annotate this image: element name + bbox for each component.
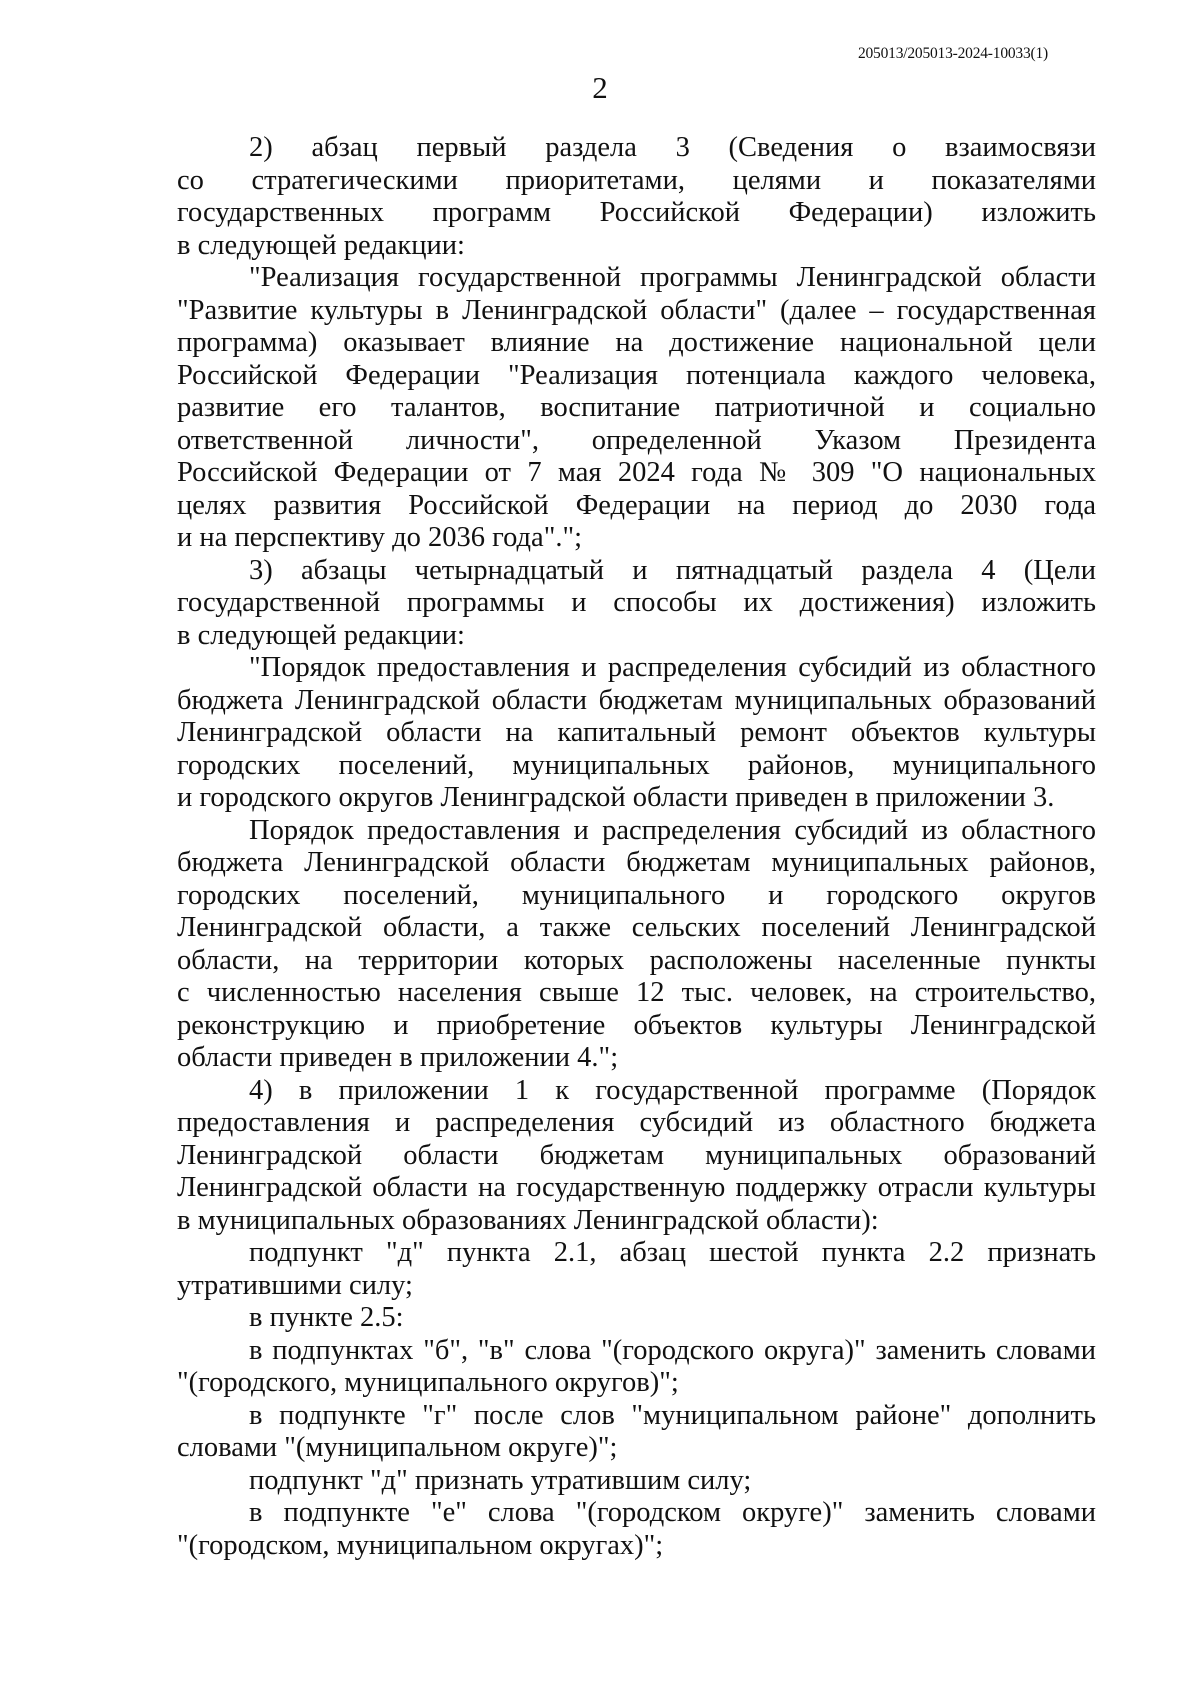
text-line: программа) оказывает влияние на достижение национальной цели [177,327,1096,358]
text-line: утратившими силу; [177,1269,413,1301]
text-line: и на перспективу до 2036 года"."; [177,522,583,553]
text-line: бюджета Ленинградской области бюджетам муниципальных образований [177,684,1096,716]
text-line: государственной программы и способы их достижения) изложить [177,587,1096,618]
text-line: предоставления и распределения субсидий из областного бюджета [177,1107,1096,1138]
page-number: 2 [592,70,608,105]
text-line: бюджета Ленинградской области бюджетам муниципальных районов, [177,847,1096,878]
text-line: 2) абзац первый раздела 3 (Сведения о взаимосвязи [249,132,1096,163]
text-line: государственных программ Российской Федерации) изложить [177,197,1096,228]
text-line: Российской Федерации от 7 мая 2024 года № 309 "О национальных [177,457,1096,488]
text-line: в следующей редакции: [177,619,465,651]
text-line: Порядок предоставления и распределения субсидий из областного [249,814,1096,846]
text-line: в подпунктах "б", "в" слова "(городского округа)" заменить словами [249,1334,1096,1366]
text-line: городских поселений, муниципального и городского округов [177,879,1096,911]
text-line: "(городского, муниципального округов)"; [177,1367,679,1398]
text-line: Российской Федерации "Реализация потенциала каждого человека, [177,359,1096,391]
document-body [177,132,1096,1562]
text-line: с численностью населения свыше 12 тыс. человек, на строительство, [177,977,1096,1008]
text-line: "Реализация государственной программы Ленинградской области [249,262,1096,293]
document-id: 205013/205013-2024-10033(1) [857,45,1048,62]
text-line: в подпункте "е" слова "(городском округе)" заменить словами [249,1497,1096,1528]
text-line: области приведен в приложении 4."; [177,1042,619,1073]
text-line: Ленинградской области на капитальный ремонт объектов культуры [177,717,1096,748]
text-line: 4) в приложении 1 к государственной программе (Порядок [249,1074,1096,1106]
text-line: "Порядок предоставления и распределения субсидий из областного [249,652,1096,683]
text-line: целях развития Российской Федерации на период до 2030 года [177,489,1096,521]
text-line: Ленинградской области, а также сельских поселений Ленинградской [177,912,1096,943]
text-line: реконструкцию и приобретение объектов культуры Ленинградской [177,1009,1096,1041]
text-line: подпункт "д" признать утратившим силу; [249,1464,752,1496]
text-line: "Развитие культуры в Ленинградской области" (далее – государственная [177,294,1096,326]
text-line: подпункт "д" пункта 2.1, абзац шестой пункта 2.2 признать [249,1237,1096,1268]
text-line: городских поселений, муниципальных районов, муниципального [177,749,1096,781]
text-line: словами "(муниципальном округе)"; [177,1432,618,1463]
text-line: Ленинградской области бюджетам муниципальных образований [177,1139,1096,1171]
text-line: и городского округов Ленинградской области приведен в приложении 3. [177,782,1055,813]
text-line: развитие его талантов, воспитание патриотичной и социально [177,392,1096,423]
text-line: ответственной личности", определенной Указом Президента [177,424,1096,456]
text-line: в пункте 2.5: [249,1302,404,1333]
text-line: в подпункте "г" после слов "муниципальном районе" дополнить [249,1399,1096,1431]
text-line: в следующей редакции: [177,229,465,261]
text-line: со стратегическими приоритетами, целями и показателями [177,164,1096,196]
text-line: 3) абзацы четырнадцатый и пятнадцатый раздела 4 (Цели [249,554,1096,586]
text-line: в муниципальных образованиях Ленинградской области): [177,1204,879,1236]
text-line: области, на территории которых расположены населенные пункты [177,944,1096,976]
text-line: "(городском, муниципальном округах)"; [177,1529,664,1561]
text-line: Ленинградской области на государственную поддержку отрасли культуры [177,1172,1096,1203]
